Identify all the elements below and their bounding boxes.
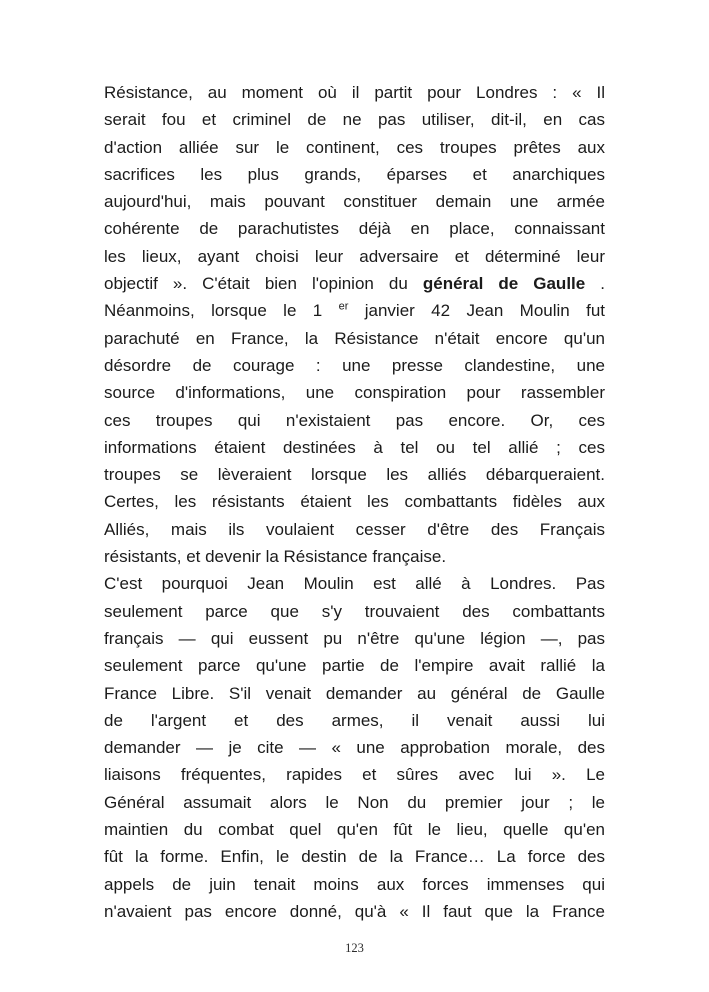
text-segment: Néanmoins, lorsque le 1: [104, 301, 339, 321]
text-line: liaisons fréquentes, rapides et sûres avec lui ». Le: [104, 765, 605, 785]
text-line: appels de juin tenait moins aux forces immenses qui: [104, 874, 605, 894]
text-segment: objectif ». C'était bien l'opinion du: [104, 274, 423, 294]
text-line: fût la forme. Enfin, le destin de la France… La force des: [104, 847, 605, 867]
text-line: parachuté en France, la Résistance n'était encore qu'un: [104, 328, 605, 348]
text-block: [104, 79, 605, 925]
text-line: seulement parce qu'une partie de l'empire avait rallié la: [104, 656, 605, 676]
text-line: demander — je cite — « une approbation morale, des: [104, 738, 605, 758]
text-line: n'avaient pas encore donné, qu'à « Il faut que la France: [104, 901, 605, 921]
text-line: source d'informations, une conspiration pour rassembler: [104, 383, 605, 403]
text-line: désordre de courage : une presse clandestine, une: [104, 355, 605, 375]
text-line: France Libre. S'il venait demander au général de Gaulle: [104, 683, 605, 703]
text-line: les lieux, ayant choisi leur adversaire et déterminé leur: [104, 246, 605, 266]
text-line: Alliés, mais ils voulaient cesser d'être des Français: [104, 519, 605, 539]
text-line: informations étaient destinées à tel ou tel allié ; ces: [104, 437, 605, 457]
text-segment: janvier 42 Jean Moulin fut: [348, 301, 605, 321]
text-line: français — qui eussent pu n'être qu'une légion —, pas: [104, 628, 605, 648]
text-line: Général assumait alors le Non du premier jour ; le: [104, 792, 605, 812]
text-line: d'action alliée sur le continent, ces troupes prêtes aux: [104, 137, 605, 157]
text-line: cohérente de parachutistes déjà en place, connaissant: [104, 219, 605, 239]
superscript-ordinal: er: [338, 300, 349, 313]
text-line: serait fou et criminel de ne pas utiliser, dit-il, en cas: [104, 110, 605, 130]
text-line: Certes, les résistants étaient les combattants fidèles aux: [104, 492, 605, 512]
text-line: [104, 270, 605, 297]
page-number: 123: [345, 941, 364, 955]
text-line: troupes se lèveraient lorsque les alliés débarqueraient.: [104, 465, 605, 485]
text-line: ces troupes qui n'existaient pas encore. Or, ces: [104, 410, 605, 430]
text-line: C'est pourquoi Jean Moulin est allé à Londres. Pas: [104, 574, 605, 594]
text-line: Résistance, au moment où il partit pour Londres : « Il: [104, 83, 605, 102]
text-line: de l'argent et des armes, il venait aussi lui: [104, 710, 605, 730]
text-line: aujourd'hui, mais pouvant constituer demain une armée: [104, 192, 605, 212]
text-line: sacrifices les plus grands, éparses et anarchiques: [104, 164, 605, 184]
text-line: résistants, et devenir la Résistance française.: [104, 547, 447, 567]
text-line: seulement parce que s'y trouvaient des combattants: [104, 601, 605, 621]
text-line: [104, 297, 605, 324]
text-line: maintien du combat quel qu'en fût le lieu, quelle qu'en: [104, 820, 605, 840]
bold-text: général de Gaulle: [422, 274, 586, 294]
text-segment: .: [585, 274, 605, 294]
